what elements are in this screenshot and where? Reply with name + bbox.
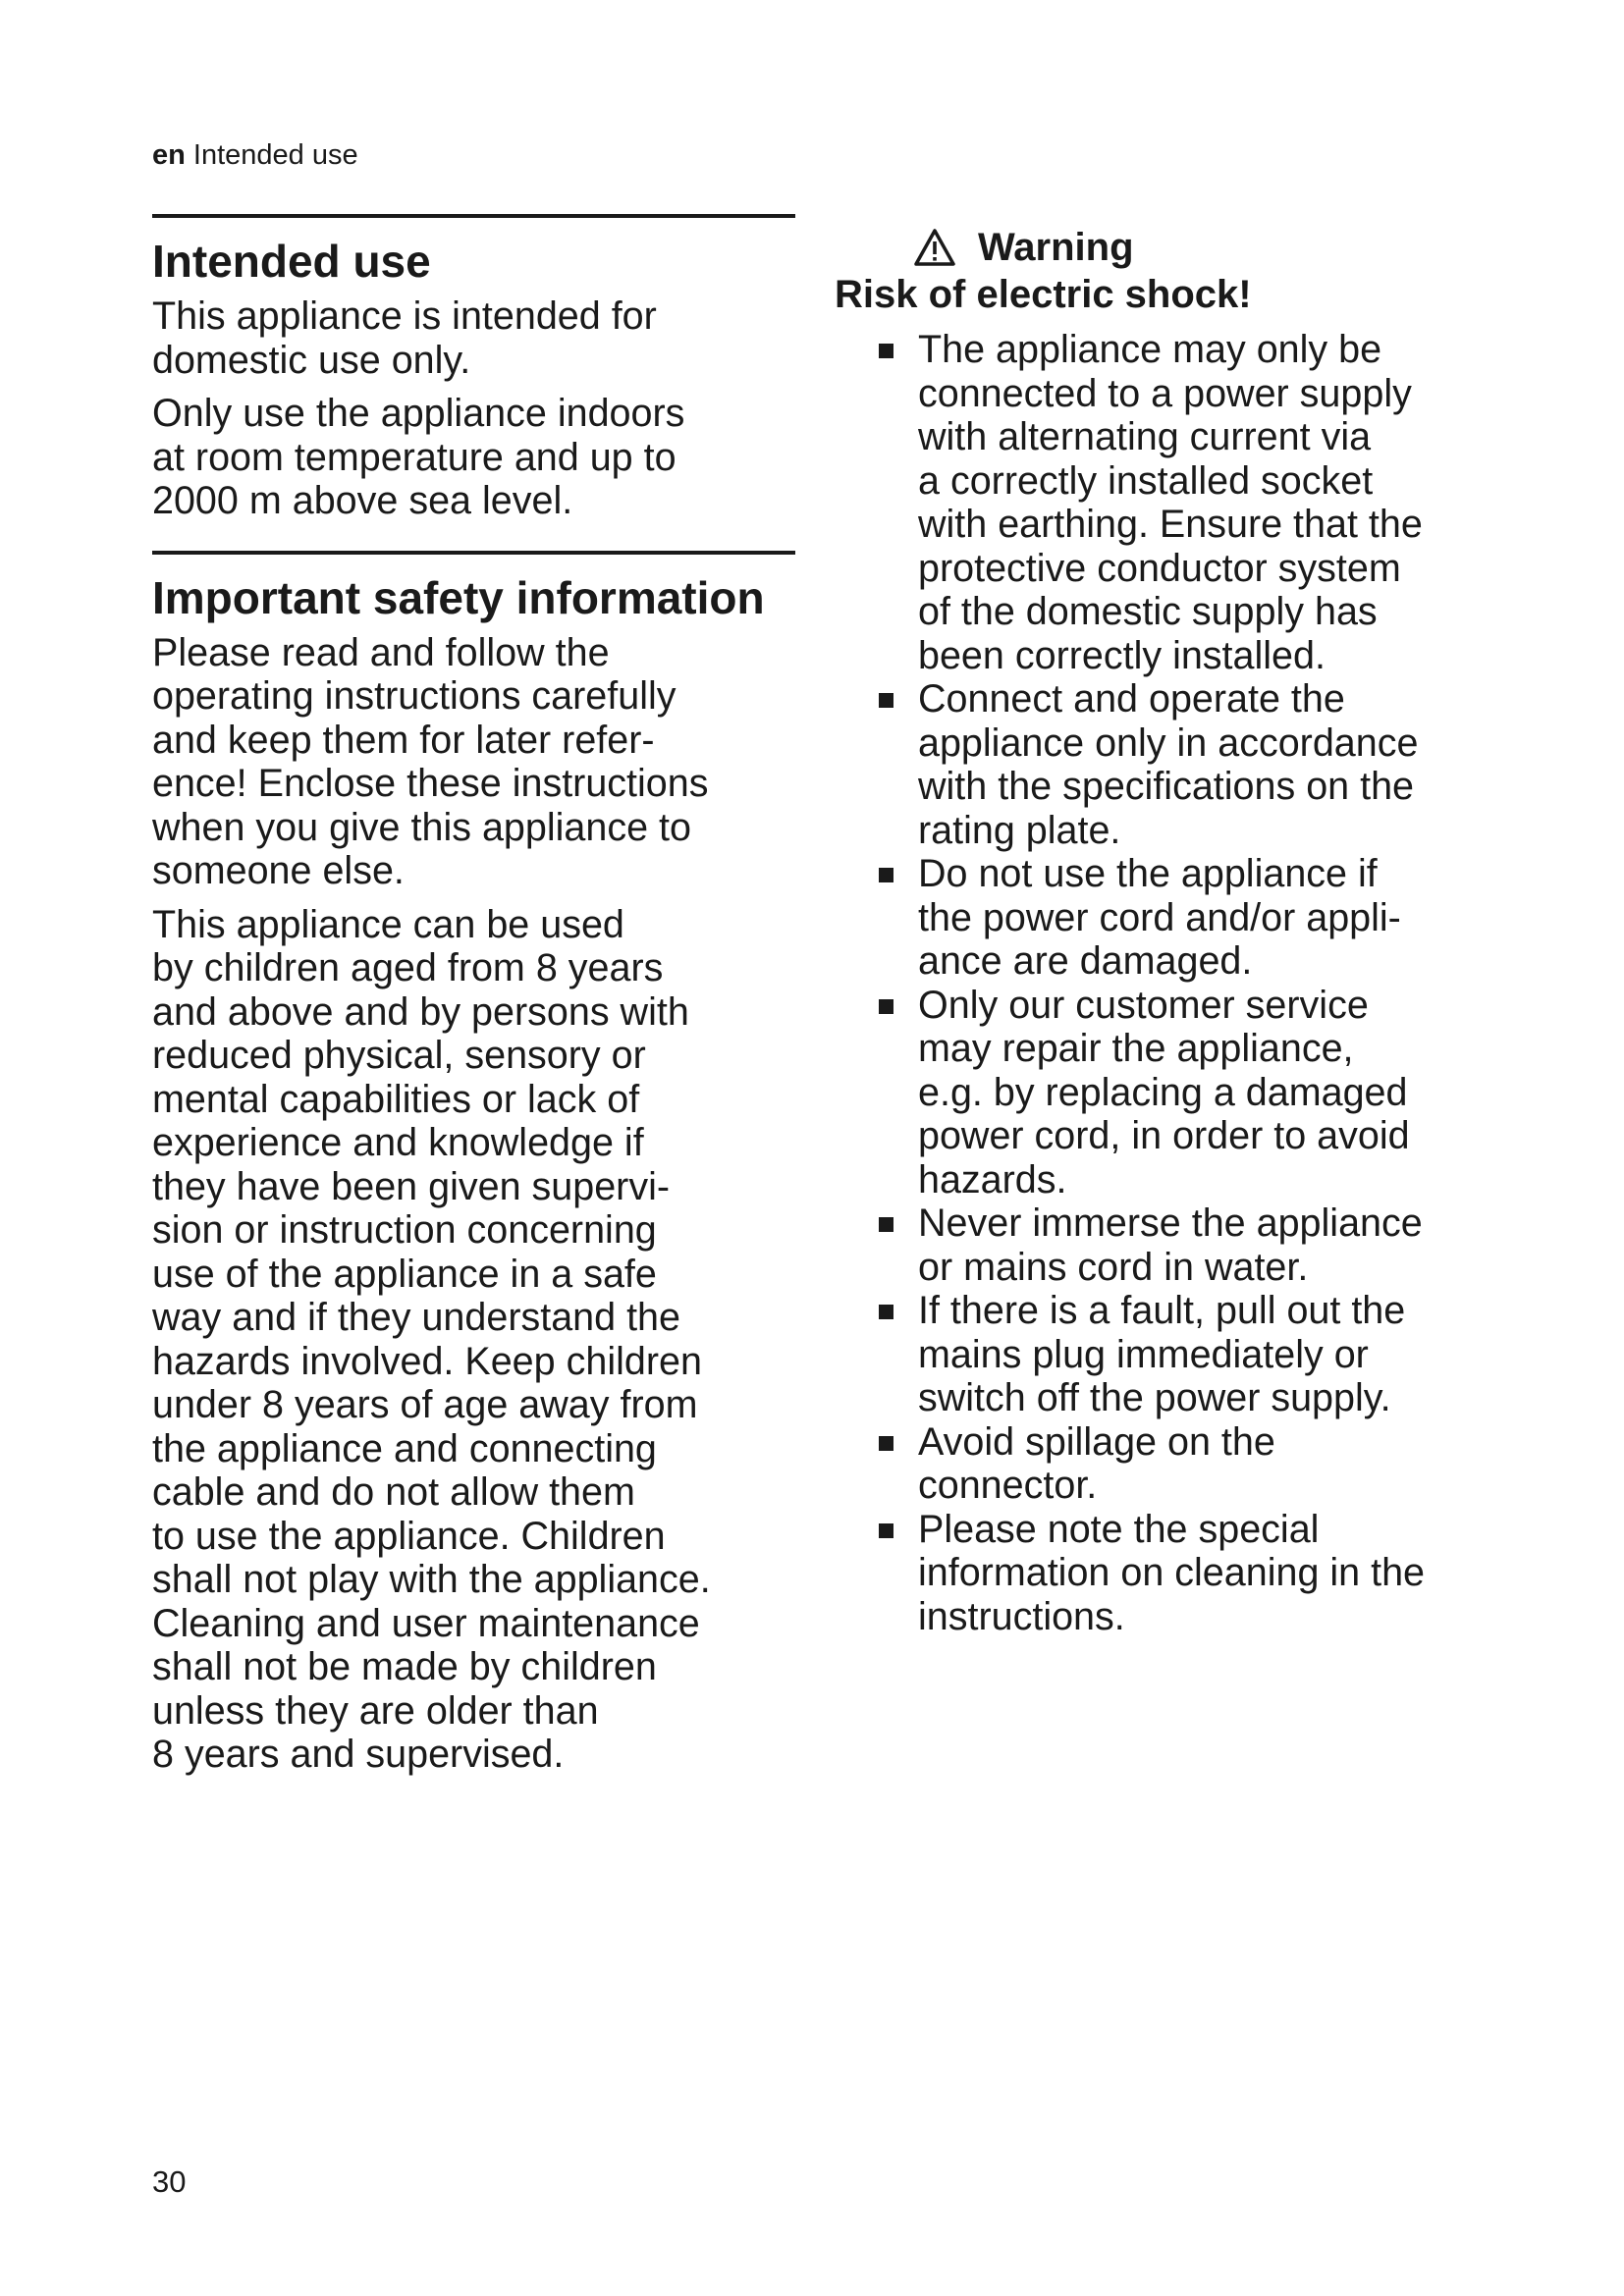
intended-use-paragraph: This appliance is intended for domestic use only. <box>152 294 657 382</box>
language-code: en <box>152 139 186 171</box>
bullet-square-icon <box>879 1305 893 1319</box>
warning-item: If there is a fault, pull out the mains plug immediately or switch off the power supply. <box>835 1289 1502 1420</box>
header-section-title: Intended use <box>192 139 358 171</box>
warning-list <box>835 328 1502 1638</box>
warning-header <box>913 224 1502 271</box>
running-header <box>152 137 358 173</box>
warning-item: Connect and operate the appliance only in accordance with the specifications on the rating plate. <box>835 677 1502 852</box>
bullet-square-icon <box>879 868 893 882</box>
bullet-square-icon <box>879 693 893 708</box>
warning-triangle-icon <box>913 228 956 267</box>
warning-subtitle: Risk of electric shock! <box>835 273 1252 316</box>
warning-title: Warning <box>978 226 1134 269</box>
right-column <box>835 224 1502 1638</box>
warning-item: Only our customer service may repair the appliance, e.g. by replacing a damaged power cord, in order to avoid hazards. <box>835 984 1502 1202</box>
safety-paragraph: Please read and follow the operating instructions carefully and keep them for later refer- ence! Enclose these instructions when you give this appliance to someone else. <box>152 630 709 892</box>
intended-use-paragraph: Only use the appliance indoors at room temperature and up to 2000 m above sea level. <box>152 392 685 522</box>
bullet-square-icon <box>879 344 893 358</box>
warning-item: Do not use the appliance if the power cord and/or appli- ance are damaged. <box>835 852 1502 984</box>
warning-item: The appliance may only be connected to a power supply with alternating current via a correctly installed socket with earthing. Ensure that the protective conductor system of the domestic supply has been correctly installed. <box>835 328 1502 677</box>
page-number: 30 <box>152 2164 187 2199</box>
left-column <box>152 214 795 1787</box>
intended-use-heading: Intended use <box>152 236 431 287</box>
bullet-square-icon <box>879 1217 893 1232</box>
bullet-square-icon <box>879 999 893 1014</box>
section-divider <box>152 214 795 218</box>
section-divider <box>152 551 795 555</box>
safety-paragraph: This appliance can be used by children aged from 8 years and above and by persons with reduced physical, sensory or mental capabilities or lack of experience and knowledge if they have been given supervi- sion or instruction concerning use of the appliance in a safe way and if they understand the hazards involved. Keep children under 8 years of age away from the appliance and connecting cable and do not allow them to use the appliance. Children shall not play with the appliance. Cleaning and user maintenance shall not be made by children unless they are older than 8 years and supervised. <box>152 902 711 1776</box>
warning-item: Please note the special information on cleaning in the instructions. <box>835 1508 1502 1639</box>
safety-heading: Important safety information <box>152 571 765 623</box>
bullet-square-icon <box>879 1436 893 1451</box>
warning-item: Avoid spillage on the connector. <box>835 1420 1502 1508</box>
warning-item: Never immerse the appliance or mains cord in water. <box>835 1201 1502 1289</box>
bullet-square-icon <box>879 1523 893 1538</box>
